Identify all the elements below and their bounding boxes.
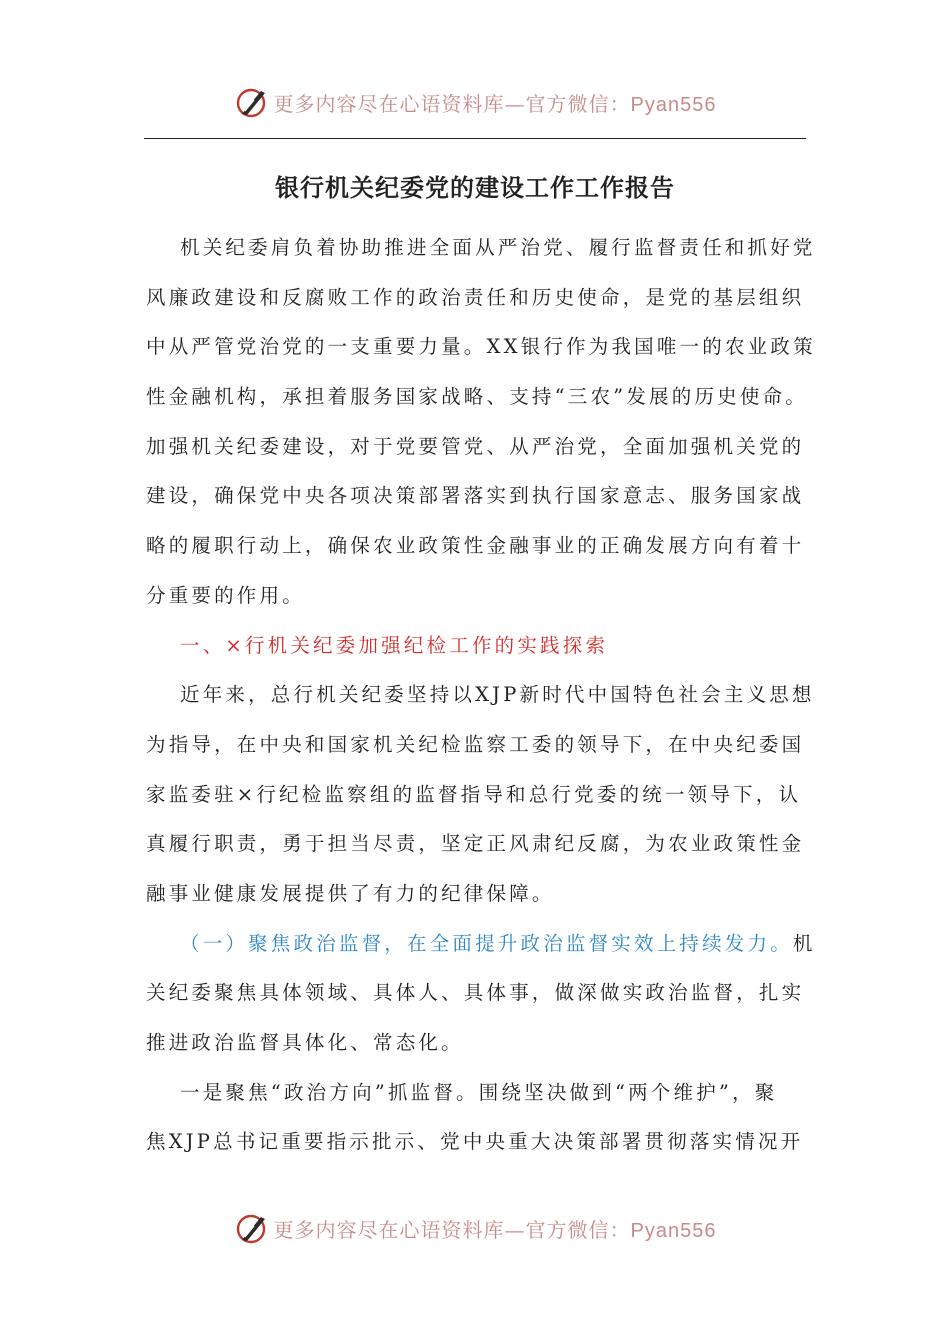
quill-logo-icon <box>234 1210 270 1246</box>
footer-banner <box>0 1208 950 1248</box>
text-line: 一是聚焦“政治方向”抓监督。围绕坚决做到“两个维护”，聚 <box>180 1080 778 1104</box>
text-run: 机 <box>792 931 816 955</box>
text-line: 性金融机构，承担着服务国家战略、支持“三农”发展的历史使命。 <box>146 385 808 409</box>
text-line: 分重要的作用。 <box>146 583 305 607</box>
text-line: 略的履职行动上，确保农业政策性金融事业的正确发展方向有着十 <box>146 534 805 558</box>
text-line: 推进政治监督具体化、常态化。 <box>146 1031 464 1054</box>
wechat-id: Pyan556 <box>630 1219 717 1242</box>
text-line: 家监委驻×行纪检监察组的监督指导和总行党委的统一领导下，认 <box>146 782 802 806</box>
document-body <box>146 223 816 1167</box>
text-line: 风廉政建设和反腐败工作的政治责任和历史使命，是党的基层组织 <box>146 285 805 309</box>
section-heading: 一、×行机关纪委加强纪检工作的实践探索 <box>180 633 609 657</box>
text-line: 融事业健康发展提供了有力的纪律保障。 <box>146 881 555 905</box>
text-line: 真履行职责，勇于担当尽责，坚定正风肃纪反腐，为农业政策性金 <box>146 832 805 856</box>
document-title: 银行机关纪委党的建设工作工作报告 <box>275 173 675 202</box>
quill-logo-icon <box>234 84 270 120</box>
text-line: 焦XJP总书记重要指示批示、党中央重大决策部署贯彻落实情况开 <box>146 1130 804 1154</box>
text-line: 为指导，在中央和国家机关纪检监察工委的领导下，在中央纪委国 <box>146 732 805 756</box>
text-line: 关纪委聚焦具体领域、具体人、具体事，做深做实政治监督，扎实 <box>146 981 805 1005</box>
text-line <box>146 919 816 969</box>
banner-text: 更多内容尽在心语资料库—官方微信：Pyan556 <box>273 91 717 116</box>
header-rule <box>144 138 806 139</box>
wechat-id: Pyan556 <box>630 93 717 116</box>
banner-text: 更多内容尽在心语资料库—官方微信：Pyan556 <box>273 1217 717 1242</box>
text-line: 近年来，总行机关纪委坚持以XJP新时代中国特色社会主义思想 <box>180 683 815 707</box>
text-line: 机关纪委肩负着协助推进全面从严治党、履行监督责任和抓好党 <box>180 236 816 259</box>
text-line: 加强机关纪委建设，对于党要管党、从严治党，全面加强机关党的 <box>146 434 805 458</box>
text-line: 中从严管党治党的一支重要力量。XX银行作为我国唯一的农业政策 <box>146 335 816 359</box>
subsection-heading: （一）聚焦政治监督，在全面提升政治监督实效上持续发力。 <box>180 931 793 955</box>
header-banner <box>0 82 950 122</box>
text-line: 建设，确保党中央各项决策部署落实到执行国家意志、服务国家战 <box>146 484 805 508</box>
